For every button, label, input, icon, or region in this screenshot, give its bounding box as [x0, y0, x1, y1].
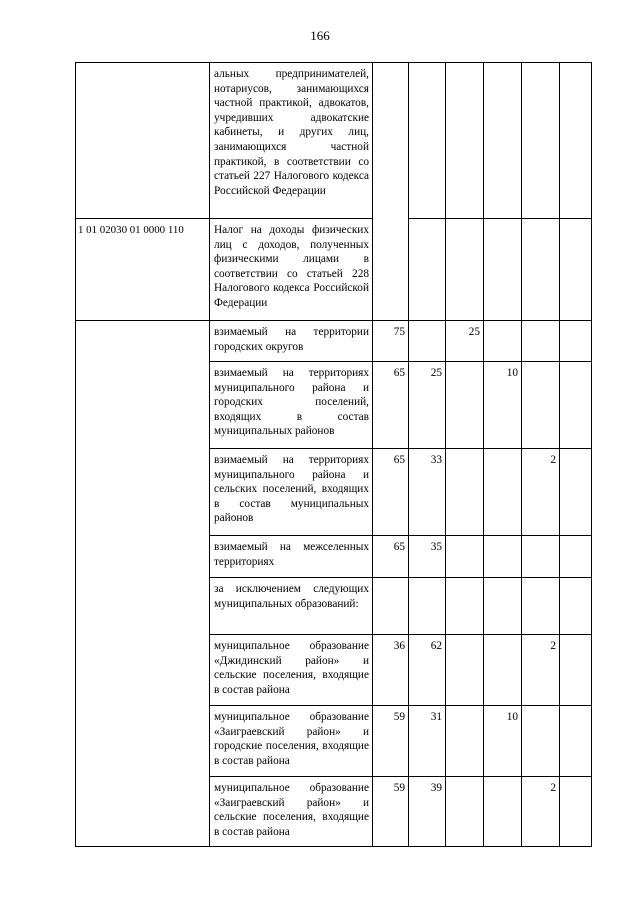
- share-cell-5: [522, 362, 560, 449]
- description-cell: [210, 63, 373, 219]
- description-text: альных предпринимателей, нотариусов, занимающихся частной практикой, адвокатов, учредивших адвокатские кабинеты, и других лиц, занимающихся частной практикой, в соответствии со статьей 227 Налогового кодекса Российской Федерации: [214, 68, 369, 197]
- share-cell-3: [446, 536, 484, 578]
- budget-code-cell: [76, 63, 210, 219]
- share-cell-5: [522, 63, 560, 219]
- description-cell: [210, 578, 373, 635]
- description-text: муниципальное образование «Джидинский район» и сельские поселения, входящие в состав района: [214, 640, 369, 696]
- share-cell-4: [484, 578, 522, 635]
- share-cell-4: [484, 536, 522, 578]
- description-cell: [210, 536, 373, 578]
- description-cell: [210, 635, 373, 706]
- share-cell-2: 25: [409, 362, 446, 449]
- share-cell-6: [560, 578, 592, 635]
- share-cell-2: 31: [409, 706, 446, 777]
- description-text: взимаемый на межселенных территориях: [214, 541, 369, 568]
- share-cell-4: 10: [484, 362, 522, 449]
- share-cell-6: [560, 777, 592, 847]
- share-cell-5: [522, 321, 560, 362]
- share-cell-5: 2: [522, 635, 560, 706]
- description-text: Налог на доходы физических лиц с доходов, полученных физическими лицами в соответствии со статьей 228 Налогового кодекса Российской Федерации: [214, 224, 369, 309]
- share-cell-6: [560, 536, 592, 578]
- share-cell-2: 39: [409, 777, 446, 847]
- share-cell-2: [409, 219, 446, 321]
- share-cell-5: [522, 706, 560, 777]
- share-cell-3: [446, 219, 484, 321]
- share-cell-5: 2: [522, 449, 560, 536]
- share-cell-2: 62: [409, 635, 446, 706]
- share-cell-6: [560, 219, 592, 321]
- share-cell-4: [484, 321, 522, 362]
- share-cell-1: [373, 63, 409, 321]
- description-text: взимаемый на территориях муниципального района и городских поселений, входящих в состав муниципальных районов: [214, 367, 369, 438]
- share-cell-4: [484, 63, 522, 219]
- share-cell-2: [409, 321, 446, 362]
- share-cell-5: 2: [522, 777, 560, 847]
- share-cell-4: [484, 777, 522, 847]
- share-cell-2: [409, 63, 446, 219]
- share-cell-3: [446, 362, 484, 449]
- budget-code-cell: 1 01 02030 01 0000 110: [76, 219, 210, 321]
- description-cell: [210, 777, 373, 847]
- description-cell: [210, 449, 373, 536]
- share-cell-3: [446, 635, 484, 706]
- description-cell: [210, 321, 373, 362]
- share-cell-4: [484, 219, 522, 321]
- share-cell-1: 75: [373, 321, 409, 362]
- description-text: за исключением следующих муниципальных образований:: [214, 583, 369, 610]
- table-row: [76, 219, 592, 321]
- page-number: 166: [310, 28, 330, 43]
- description-text: муниципальное образование «Заиграевский район» и сельские поселения, входящие в состав района: [214, 782, 369, 838]
- share-cell-6: [560, 635, 592, 706]
- share-cell-5: [522, 536, 560, 578]
- share-cell-1: 65: [373, 449, 409, 536]
- description-text: взимаемый на территориях муниципального района и сельских поселений, входящих в состав муниципальных районов: [214, 454, 369, 525]
- description-cell: [210, 362, 373, 449]
- share-cell-6: [560, 362, 592, 449]
- share-cell-1: 65: [373, 362, 409, 449]
- share-cell-2: 33: [409, 449, 446, 536]
- share-cell-3: [446, 777, 484, 847]
- share-cell-3: [446, 449, 484, 536]
- share-cell-5: [522, 219, 560, 321]
- share-cell-2: [409, 578, 446, 635]
- share-cell-1: 36: [373, 635, 409, 706]
- table-row: [76, 321, 592, 362]
- share-cell-5: [522, 578, 560, 635]
- description-text: взимаемый на территории городских округов: [214, 326, 369, 353]
- revenue-distribution-table: [75, 62, 592, 847]
- share-cell-3: 25: [446, 321, 484, 362]
- share-cell-2: 35: [409, 536, 446, 578]
- share-cell-4: [484, 449, 522, 536]
- budget-code-cell: [76, 321, 210, 847]
- table-row: [76, 63, 592, 219]
- share-cell-3: [446, 63, 484, 219]
- share-cell-6: [560, 63, 592, 219]
- share-cell-6: [560, 321, 592, 362]
- share-cell-3: [446, 706, 484, 777]
- share-cell-4: [484, 635, 522, 706]
- description-text: муниципальное образование «Заиграевский район» и городские поселения, входящие в состав района: [214, 711, 369, 767]
- share-cell-1: 59: [373, 706, 409, 777]
- description-cell: [210, 219, 373, 321]
- share-cell-1: 65: [373, 536, 409, 578]
- share-cell-6: [560, 449, 592, 536]
- share-cell-4: 10: [484, 706, 522, 777]
- share-cell-3: [446, 578, 484, 635]
- description-cell: [210, 706, 373, 777]
- share-cell-1: [373, 578, 409, 635]
- share-cell-1: 59: [373, 777, 409, 847]
- share-cell-6: [560, 706, 592, 777]
